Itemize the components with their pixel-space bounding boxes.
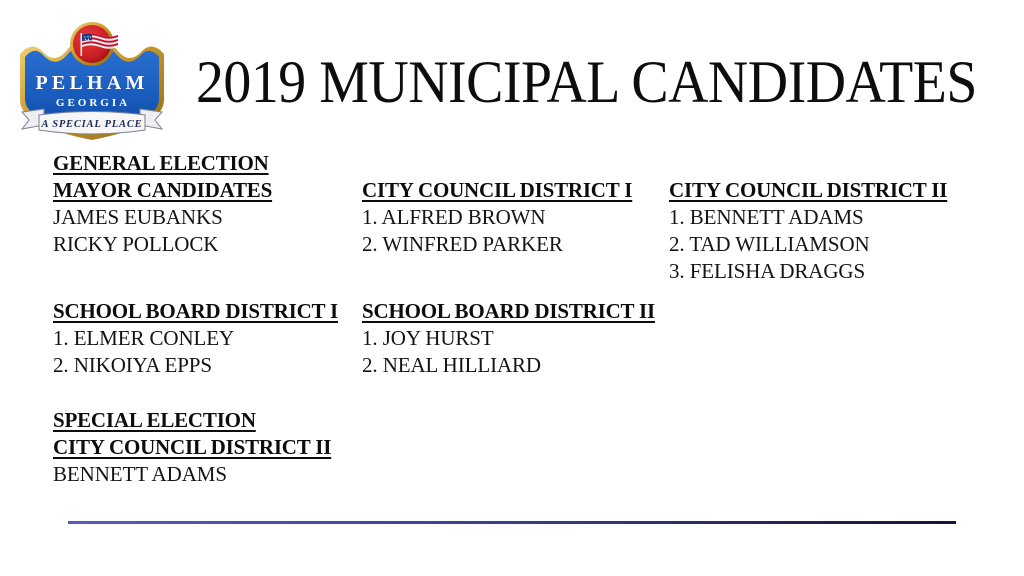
logo-motto: A SPECIAL PLACE [41, 119, 143, 130]
list-item: 2. NEAL HILLIARD [362, 353, 542, 377]
section-city-council-district-2 [669, 177, 947, 285]
city-council-district-1-heading: CITY COUNCIL DISTRICT I [362, 178, 633, 202]
school-board-district-1-heading: SCHOOL BOARD DISTRICT I [53, 299, 339, 323]
list-item: RICKY POLLOCK [53, 232, 219, 256]
list-item: 1. ALFRED BROWN [362, 205, 546, 229]
section-special-election [53, 407, 331, 488]
list-item: JAMES EUBANKS [53, 205, 223, 229]
pelham-city-logo [12, 16, 172, 144]
mayor-candidates-heading: MAYOR CANDIDATES [53, 178, 273, 202]
footer-divider-line [68, 521, 956, 524]
general-election-heading: GENERAL ELECTION [53, 151, 269, 175]
section-school-board-district-1 [53, 298, 338, 379]
list-item: 2. WINFRED PARKER [362, 232, 563, 256]
logo-city-name: PELHAM [35, 72, 149, 94]
logo-state-name: GEORGIA [55, 97, 131, 109]
special-election-heading: SPECIAL ELECTION [53, 408, 256, 432]
list-item: 1. ELMER CONLEY [53, 326, 235, 350]
list-item: BENNETT ADAMS [53, 462, 227, 486]
list-item: 2. TAD WILLIAMSON [669, 232, 870, 256]
section-city-council-district-1 [362, 177, 632, 258]
list-item: 1. BENNETT ADAMS [669, 205, 864, 229]
city-council-district-2-heading: CITY COUNCIL DISTRICT II [669, 178, 948, 202]
page-title: 2019 MUNICIPAL CANDIDATES [196, 49, 977, 115]
list-item: 1. JOY HURST [362, 326, 494, 350]
special-city-council-district-2-heading: CITY COUNCIL DISTRICT II [53, 435, 332, 459]
list-item: 3. FELISHA DRAGGS [669, 259, 866, 283]
logo-artwork [12, 16, 172, 144]
section-general-election [53, 150, 272, 258]
school-board-district-2-heading: SCHOOL BOARD DISTRICT II [362, 299, 655, 323]
list-item: 2. NIKOIYA EPPS [53, 353, 212, 377]
section-school-board-district-2 [362, 298, 655, 379]
